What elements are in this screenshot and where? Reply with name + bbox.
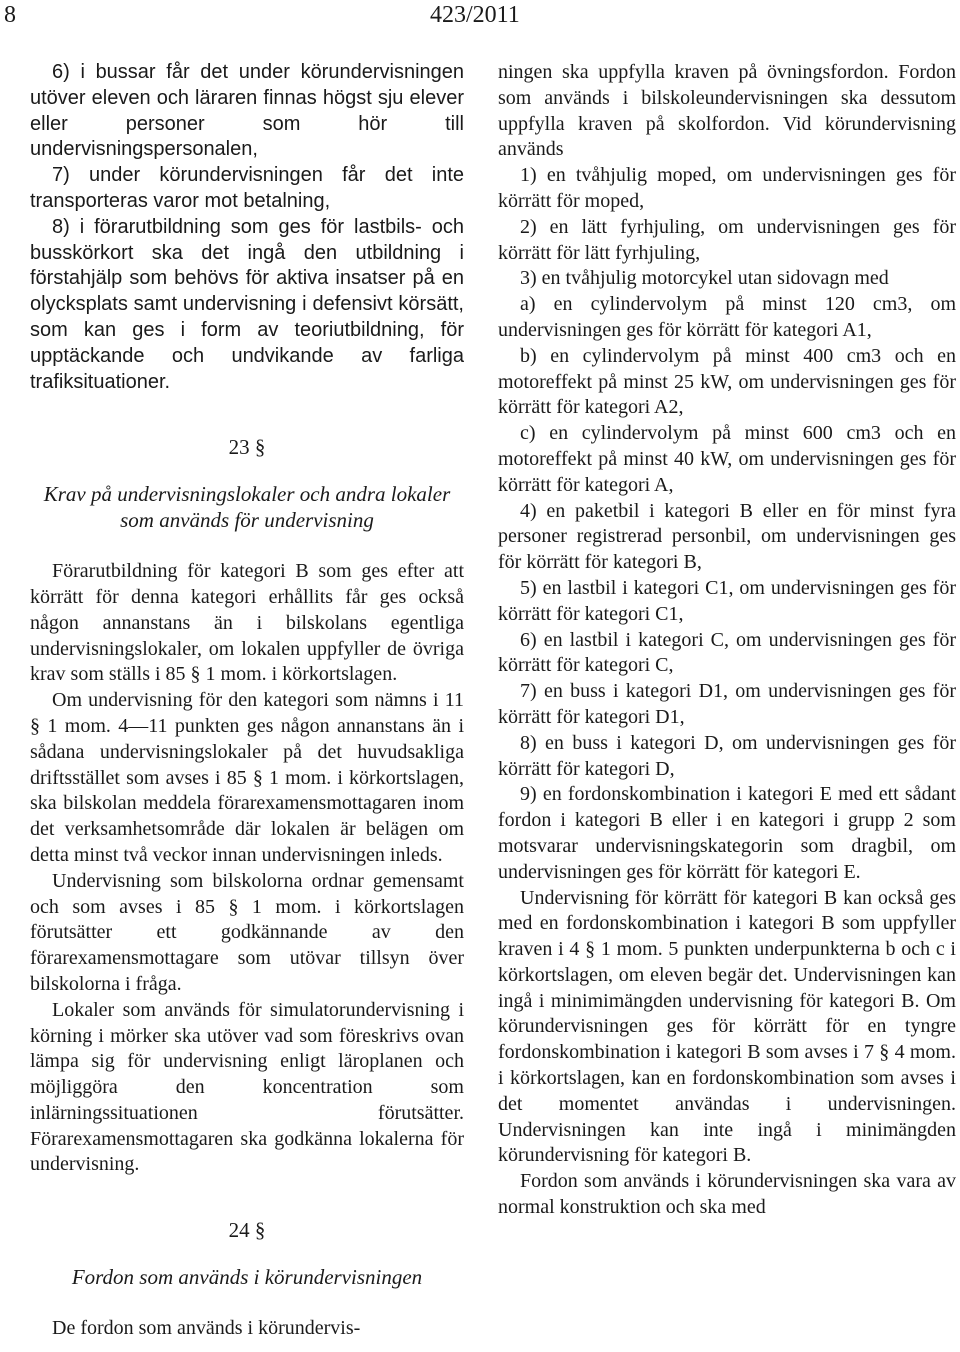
paragraph-item-6: 6) i bussar får det under körundervisningen utöver eleven och läraren finnas högst sju elever eller personer som hör till undervisningspersonalen, (30, 61, 464, 161)
page-header (0, 0, 960, 40)
section-24-number: 24 § (228, 1218, 266, 1243)
paragraph-s23-1: Förarutbildning för kategori B som ges efter att körrätt för denna kategori erhållits får ges också någon annanstans än i bilskolans egentliga undervisningslokaler, om lokalen uppfyller de övriga krav som ställs i 85 § 1 mom. i körkortslagen. (30, 560, 464, 686)
paragraph-s23-4: Lokaler som används för simulatorundervisning i körning i mörker ska utöver vad som föreskrivs ovan lämpa sig för undervisning enligt läroplanen och möjliggöra den koncentration som inlärningssituationen förutsätter. Förarexamensmottagaren ska godkänna lokalerna för undervisning. (30, 998, 464, 1176)
list-item: 6) en lastbil i kategori C, om undervisningen ges för körrätt för kategori C, (498, 628, 956, 677)
paragraph-s23-3: Undervisning som bilskolorna ordnar gemensamt och som avses i 85 § 1 mom. i körkortslagen förutsätter ett godkännande av den förarexamensmottagare som utövar tillsyn över bilskolorna i fråga. (30, 869, 464, 995)
right-column (498, 60, 956, 1221)
list-item: 5) en lastbil i kategori C1, om undervisningen ges för körrätt för kategori C1, (498, 576, 956, 625)
paragraph-s23-2: Om undervisning för den kategori som nämns i 11 § 1 mom. 4—11 punkten ges någon annanstans än i sådana undervisningslokaler på det huvudsakliga driftsstället som avses i 85 § 1 mom. i körkortslagen, ska bilskolan meddela förarexamensmottagaren inom det verksamhetsområde där lokalen är belägen om detta minst två veckor innan undervisningen inleds. (30, 689, 464, 866)
list-item: 8) en buss i kategori D, om undervisningen ges för körrätt för kategori D, (498, 731, 956, 780)
paragraph-continued: ningen ska uppfylla kraven på övningsfordon. Fordon som används i bilskoleundervisningen ska dessutom uppfylla kraven på skolfordon. Vid körundervisning används (498, 61, 956, 161)
list-item: 9) en fordonskombination i kategori E med ett sådant fordon i kategori B eller i en kategori i grupp 2 som motsvarar undervisningskategorin som dragbil, om undervisningen ges för körrätt för kategori E. (498, 783, 956, 883)
list-item: 2) en lätt fyrhjuling, om undervisningen ges för körrätt för lätt fyrhjuling, (498, 215, 956, 264)
list-item: c) en cylindervolym på minst 600 cm3 och en motoreffekt på minst 40 kW, om undervisningen ges för körrätt för kategori A, (498, 422, 956, 496)
section-23-number: 23 § (228, 435, 266, 460)
paragraph-s24-1: De fordon som används i körundervis- (52, 1317, 361, 1340)
left-column (30, 60, 464, 1342)
list-item: 4) en paketbil i kategori B eller en för minst fyra personer registrerad personbil, om undervisningen ges för körrätt för kategori B, (498, 499, 956, 574)
paragraph-item-8: 8) i förarutbildning som ges för lastbils- och busskörkort ska det ingå den utbildning i förstahjälp som behövs för aktiva insatser på en olycksplats samt undervisning i defensivt körsätt, som kan ges i form av teoriutbildning, för upptäckande och undvikande av farliga trafiksituationer. (30, 215, 464, 393)
document-id: 423/2011 (430, 2, 520, 28)
section-24-heading: Fordon som används i körundervisningen (71, 1265, 423, 1290)
paragraph-final-2: Fordon som används i körundervisningen ska vara av normal konstruktion och ska med (498, 1170, 956, 1219)
paragraph-item-7: 7) under körundervisningen får det inte transporteras varor mot betalning, (30, 164, 464, 212)
paragraph-final-1: Undervisning för körrätt för kategori B kan också ges med en fordonskombination i kategori B som uppfyller kraven i 4 § 1 mom. 5 punkten underpunkterna b och c i körkortslagen, om eleven begär det. Undervisningen kan ingå i minimimängden undervisning för kategori B. Om körundervisningen ges för körrätt för en tyngre fordonskombination i kategori B som avses i 7 § 4 mom. i körkortslagen, kan en fordonskombination som avses i det momentet användas i undervisningen. Undervisningen kan inte ingå i minimängden körundervisning för kategori B. (498, 886, 956, 1167)
list-item: b) en cylindervolym på minst 400 cm3 och en motoreffekt på minst 25 kW, om undervisningen ges för körrätt för kategori A2, (498, 344, 956, 419)
page-number: 8 (4, 2, 16, 28)
list-item: a) en cylindervolym på minst 120 cm3, om undervisningen ges för körrätt för kategori A1, (498, 293, 956, 341)
list-item: 1) en tvåhjulig moped, om undervisningen ges för körrätt för moped, (498, 164, 956, 212)
section-23-heading: Krav på undervisningslokaler och andra lokaler som används för undervisning (43, 482, 451, 533)
list-item: 7) en buss i kategori D1, om undervisningen ges för körrätt för kategori D1, (498, 680, 956, 728)
list-item: 3) en tvåhjulig motorcykel utan sidovagn med (520, 267, 889, 290)
